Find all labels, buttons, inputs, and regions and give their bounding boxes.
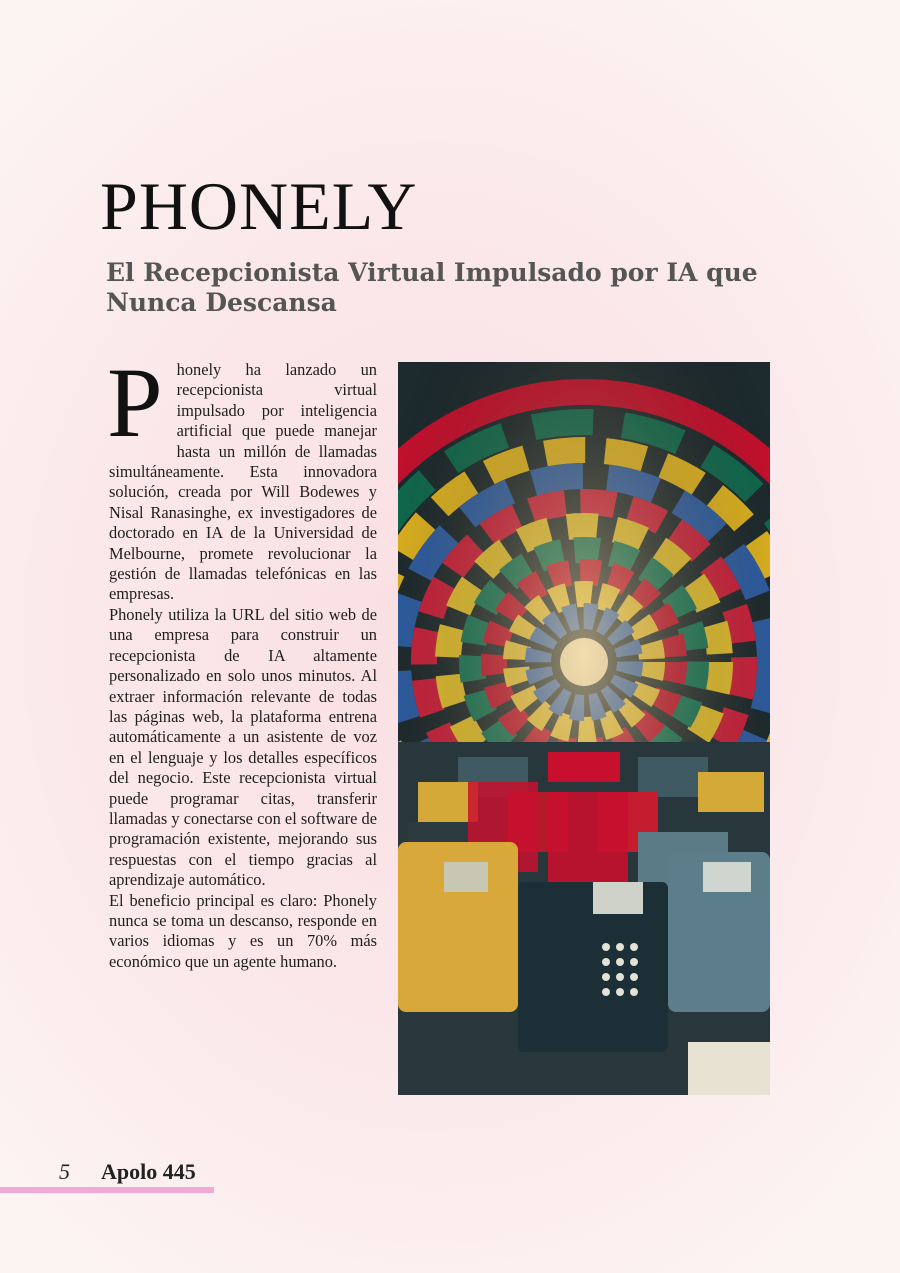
article-body xyxy=(107,347,377,972)
telephones-tunnel-image xyxy=(398,362,770,1095)
paragraph-2: Phonely utiliza la URL del sitio web de una empresa para construir un recepcionista de IA altamente personalizado en solo unos minutos. Al extraer información relevante de todas las páginas web, la plataforma entrena automáticamente a un asistente de voz en el lenguaje y los detalles específicos del negocio. Este recepcionista virtual puede programar citas, transferir llamadas y conectarse con el software de programación existente, mejorando sus respuestas con el tiempo gracias al aprendizaje automático. xyxy=(109,604,377,890)
magazine-name: Apolo 445 xyxy=(101,1159,196,1184)
article-subtitle: El Recepcionista Virtual Impulsado por IA que Nunca Descansa xyxy=(106,258,758,317)
article-title: PHONELY xyxy=(100,168,418,244)
paragraph-1: honely ha lanzado un recepcionista virtual impulsado por inteligencia artificial que puede manejar hasta un millón de llamadas simultáneamente. Esta innovadora solución, creada por Will Bodewes y Nisal Ranasinghe, ex investigadores de doctorado en IA de la Universidad de Melbourne, promete revolucionar la gestión de llamadas telefónicas en las empresas. xyxy=(109,360,377,604)
accent-bar xyxy=(0,1187,214,1193)
paragraph-3: El beneficio principal es claro: Phonely nunca se toma un descanso, responde en varios idiomas y es un 70% más económico que un agente humano. xyxy=(109,890,377,971)
page-number: 5 xyxy=(59,1159,70,1184)
drop-cap: P xyxy=(107,347,163,458)
